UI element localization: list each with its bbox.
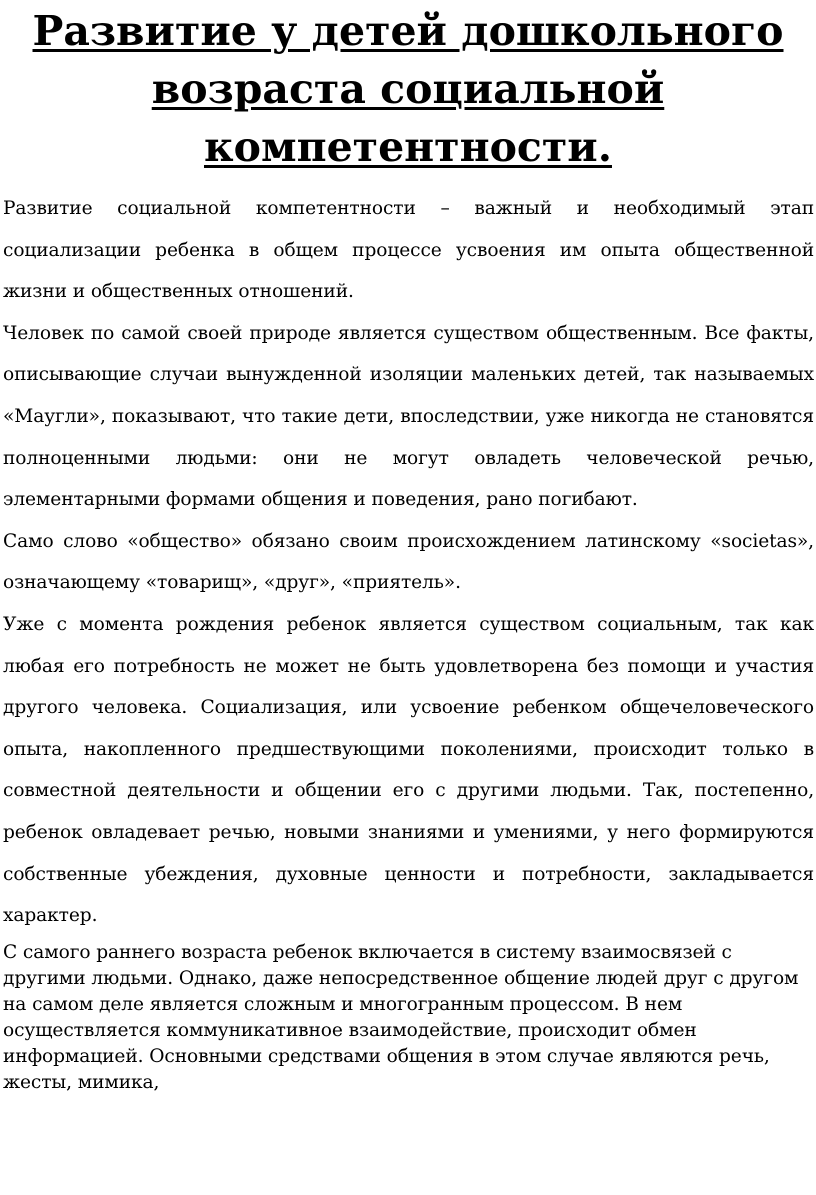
- paragraph-communication: С самого раннего возраста ребенок включается в систему взаимосвязей с другими людьми. Однако, даже непосредственное общение людей друг с другом на самом деле является сложным и многогранным процессом. В нем осуществляется коммуникативное взаимодействие, происходит обмен информацией. Основными средствами общения в этом случае являются речь, жесты, мимика,: [3, 941, 799, 1093]
- paragraph-socialization: Уже с момента рождения ребенок является существом социальным, так как любая его потребность не может не быть удовлетворена без помощи и участия другого человека. Социализация, или усвоение ребенком общечеловеческого опыта, накопленного предшествующими поколениями, происходит только в совместной деятельности и общении его с другими людьми. Так, постепенно, ребенок овладевает речью, новыми знаниями и умениями, у него формируются собственные убеждения, духовные ценности и потребности, закладывается характер.: [3, 613, 814, 927]
- paragraph-societas: Само слово «общество» обязано своим происхождением латинскому «societas», означающему «товарищ», «друг», «приятель».: [3, 530, 814, 594]
- page-title: Развитие у детей дошкольного возраста социальной компетентности.: [32, 7, 784, 171]
- document-body: [3, 188, 814, 1096]
- paragraph-human-nature: Человек по самой своей природе является существом общественным. Все факты, описывающие случаи вынужденной изоляции маленьких детей, так называемых «Маугли», показывают, что такие дети, впоследствии, уже никогда не становятся полноценными людьми: они не могут овладеть человеческой речью, элементарными формами общения и поведения, рано погибают.: [3, 322, 814, 511]
- paragraph-social-competence: Развитие социальной компетентности – важный и необходимый этап социализации ребенка в общем процессе усвоения им опыта общественной жизни и общественных отношений.: [3, 198, 814, 303]
